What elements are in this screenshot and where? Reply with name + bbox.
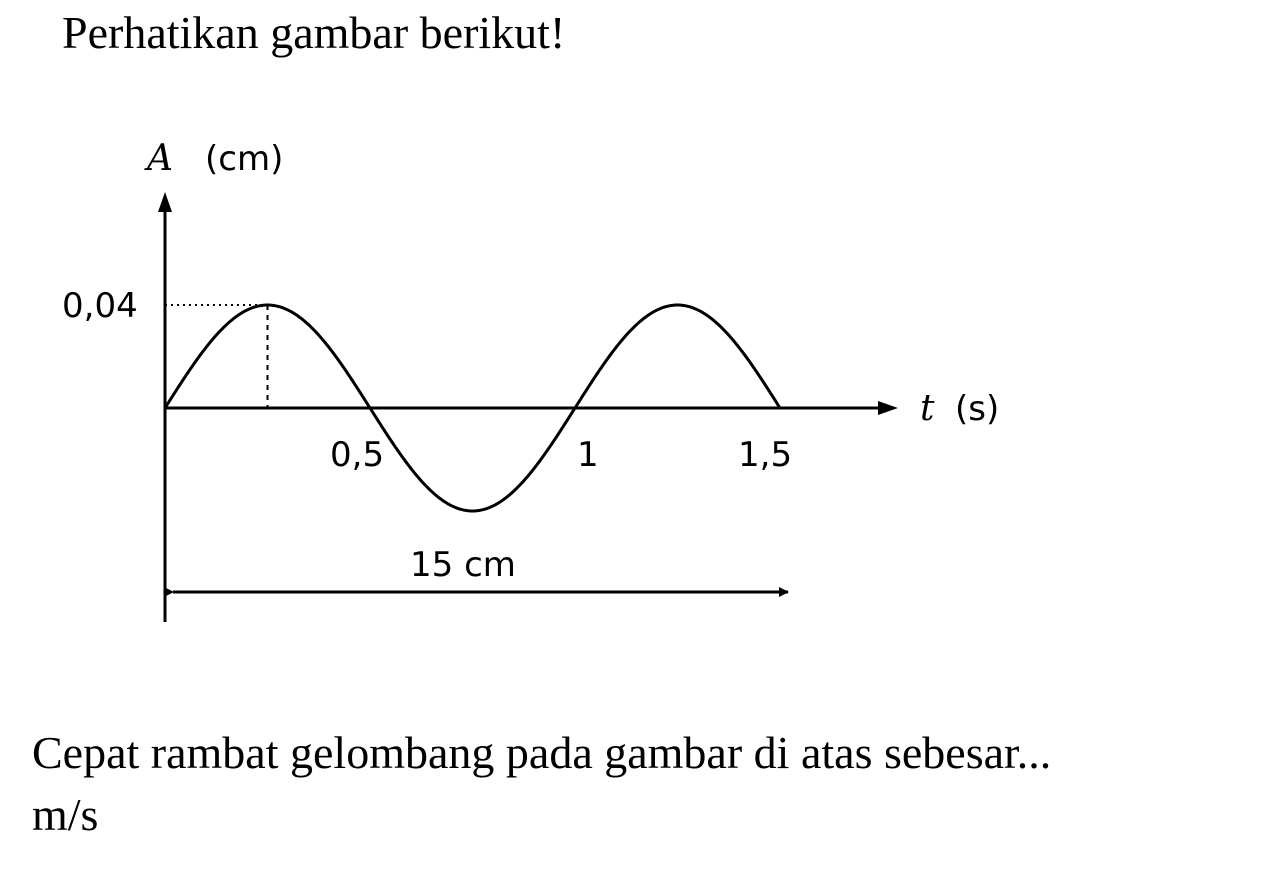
y-axis-label-variable: A [147, 138, 173, 179]
y-axis-label-unit: (cm) [205, 139, 284, 179]
x-axis-arrowhead [878, 401, 898, 415]
amplitude-tick-label: 0,04 [62, 286, 138, 326]
y-axis-arrowhead [158, 192, 172, 212]
x-tick-label: 0,5 [330, 435, 385, 475]
x-tick-label: 1 [577, 435, 599, 475]
question-line-1: Cepat rambat gelombang pada gambar di atas sebesar... [32, 727, 1052, 778]
span-label: 15 cm [410, 545, 516, 585]
x-tick-label: 1,5 [738, 435, 793, 475]
x-axis [165, 401, 898, 415]
x-axis-label-unit: (s) [955, 389, 1000, 429]
x-axis-label-variable: t [920, 388, 935, 429]
question-line-2: m/s [32, 789, 99, 840]
question-intro: Perhatikan gambar berikut! [62, 7, 566, 58]
question-text [32, 722, 1252, 846]
